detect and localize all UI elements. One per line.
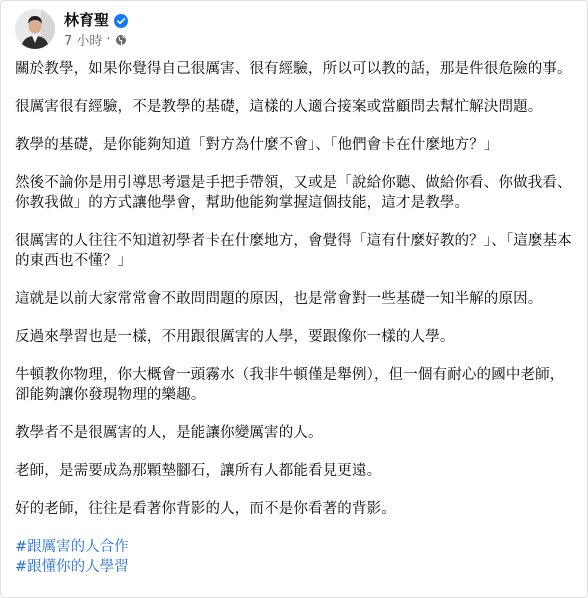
post-paragraph: 教學的基礎，是你能夠知道「對方為什麼不會」、「他們會卡在什麼地方？」 bbox=[15, 137, 499, 153]
post-paragraph: 然後不論你是用引導思考還是手把手帶領，又或是「說給你聽、做給你看、你做我看、你教我做」的方式讓他學會，幫助他能夠掌握這個技能，這才是教學。 bbox=[15, 175, 572, 211]
post-timestamp[interactable]: 7 小時 bbox=[64, 34, 103, 49]
hashtag-link[interactable]: #跟厲害的人合作 bbox=[15, 539, 129, 555]
globe-icon[interactable] bbox=[115, 34, 127, 46]
author-row bbox=[64, 10, 128, 30]
post-paragraph: 老師，是需要成為那顆墊腳石，讓所有人都能看見更遠。 bbox=[15, 463, 382, 479]
post-time-row bbox=[64, 31, 128, 49]
post-meta bbox=[64, 10, 128, 49]
post-paragraph: 好的老師，往往是看著你背影的人，而不是你看著的背影。 bbox=[15, 501, 396, 517]
hashtag-link[interactable]: #跟懂你的人學習 bbox=[15, 559, 129, 575]
author-name[interactable]: 林育聖 bbox=[64, 10, 110, 29]
post-header bbox=[15, 9, 128, 49]
post-paragraph: 教學者不是很厲害的人，是能讓你變厲害的人。 bbox=[15, 425, 323, 441]
post-paragraph: 牛頓教你物理，你大概會一頭霧水（我非牛頓僅是舉例），但一個有耐心的國中老師，卻能夠讓你發現物理的樂趣。 bbox=[15, 367, 565, 403]
post-paragraph: 反過來學習也是一樣，不用跟很厲害的人學，要跟像你一樣的人學。 bbox=[15, 329, 455, 345]
post-paragraph: 很厲害的人往往不知道初學者卡在什麼地方，會覺得「這有什麼好教的？」、「這麼基本的東西也不懂？」 bbox=[15, 233, 572, 269]
post-paragraph: 這就是以前大家常常會不敢問問題的原因，也是常會對一些基礎一知半解的原因。 bbox=[15, 291, 543, 307]
post-body bbox=[15, 59, 575, 577]
meta-separator: · bbox=[106, 32, 111, 47]
author-avatar[interactable] bbox=[15, 9, 55, 49]
post-paragraph: 關於教學，如果你覺得自己很厲害、很有經驗，所以可以教的話，那是件很危險的事。 bbox=[15, 61, 572, 77]
verified-badge-icon bbox=[114, 13, 128, 27]
post-paragraph: 很厲害很有經驗，不是教學的基礎，這樣的人適合接案或當顧問去幫忙解決問題。 bbox=[15, 99, 543, 115]
avatar-portrait-icon bbox=[15, 9, 55, 49]
